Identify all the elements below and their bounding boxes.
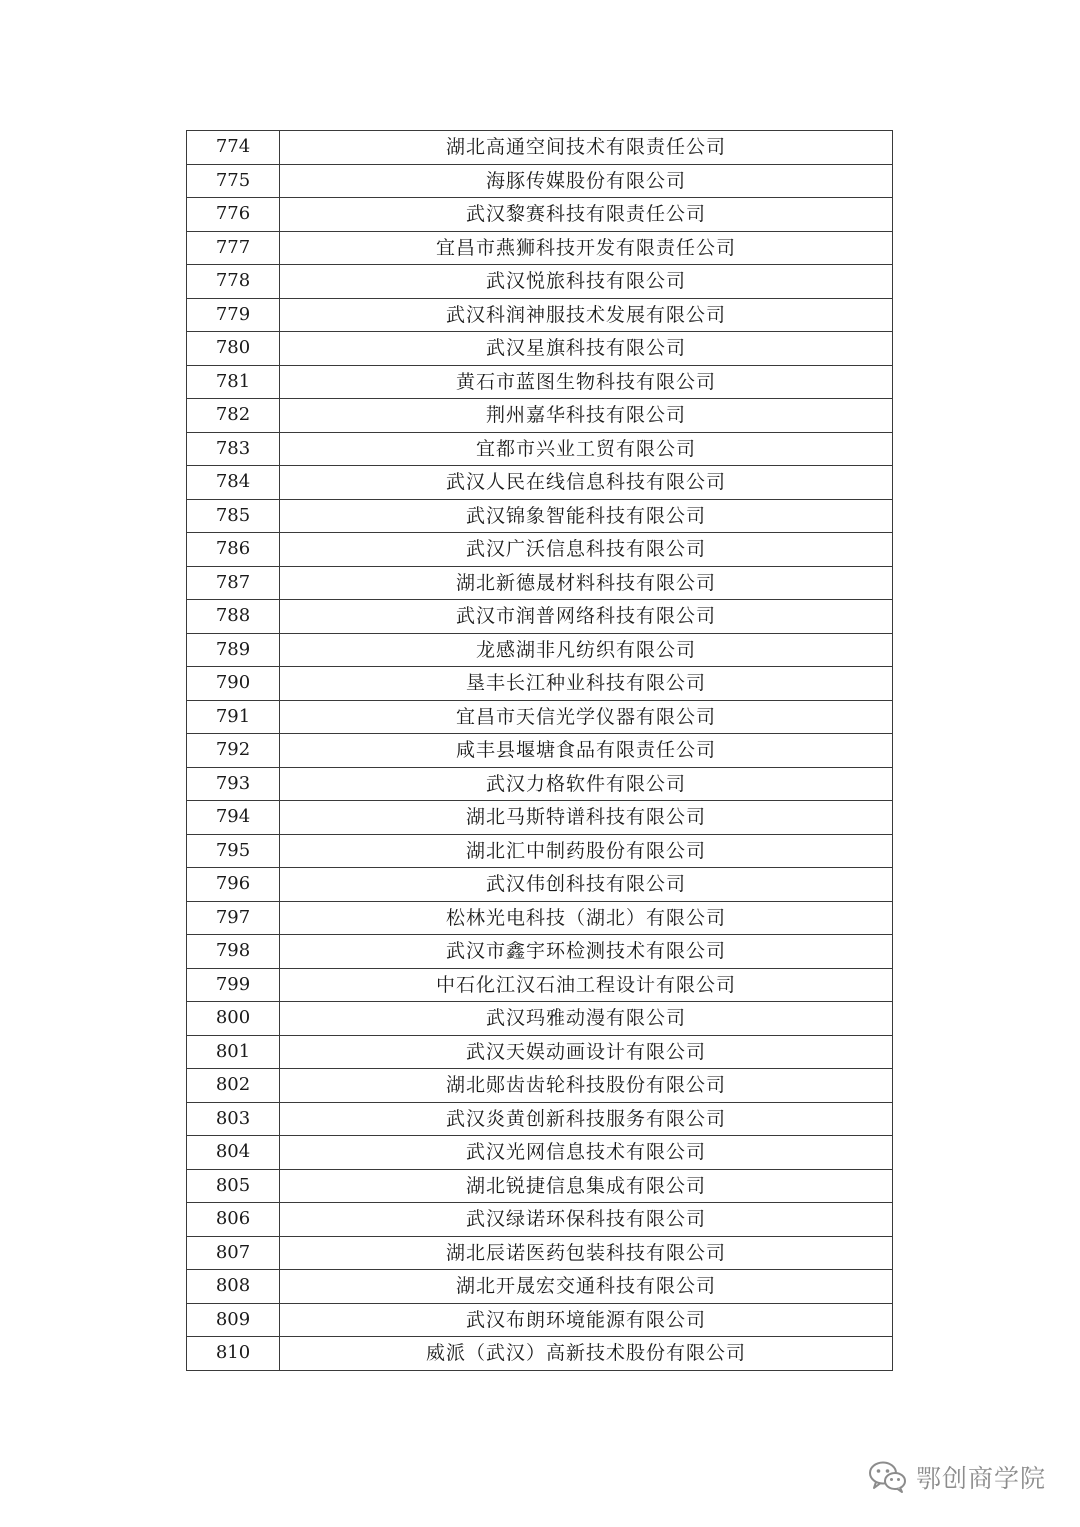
row-number: 790 — [187, 667, 280, 701]
row-number: 795 — [187, 834, 280, 868]
company-name: 湖北开晟宏交通科技有限公司 — [280, 1270, 893, 1304]
table-row — [187, 901, 893, 935]
row-number: 802 — [187, 1069, 280, 1103]
watermark-text: 鄂创商学院 — [916, 1464, 1047, 1493]
row-number: 779 — [187, 298, 280, 332]
company-name: 武汉光网信息技术有限公司 — [280, 1136, 893, 1170]
company-name: 龙感湖非凡纺织有限公司 — [280, 633, 893, 667]
company-name: 武汉人民在线信息科技有限公司 — [280, 466, 893, 500]
table-row — [187, 1035, 893, 1069]
table-row — [187, 700, 893, 734]
table-row — [187, 1337, 893, 1371]
table-row — [187, 734, 893, 768]
company-name: 宜昌市燕狮科技开发有限责任公司 — [280, 231, 893, 265]
table-row — [187, 533, 893, 567]
row-number: 807 — [187, 1236, 280, 1270]
table-row — [187, 1102, 893, 1136]
row-number: 785 — [187, 499, 280, 533]
row-number: 791 — [187, 700, 280, 734]
company-name: 湖北新德晟材料科技有限公司 — [280, 566, 893, 600]
company-name: 威派（武汉）高新技术股份有限公司 — [280, 1337, 893, 1371]
table-row — [187, 935, 893, 969]
company-name: 湖北汇中制药股份有限公司 — [280, 834, 893, 868]
table-row — [187, 566, 893, 600]
table-row — [187, 801, 893, 835]
table-row — [187, 298, 893, 332]
table-row — [187, 767, 893, 801]
company-name: 武汉锦象智能科技有限公司 — [280, 499, 893, 533]
row-number: 786 — [187, 533, 280, 567]
table-row — [187, 332, 893, 366]
table-row — [187, 499, 893, 533]
company-name: 垦丰长江种业科技有限公司 — [280, 667, 893, 701]
row-number: 789 — [187, 633, 280, 667]
row-number: 809 — [187, 1303, 280, 1337]
row-number: 781 — [187, 365, 280, 399]
table-row — [187, 1303, 893, 1337]
table-body — [187, 131, 893, 1371]
row-number: 805 — [187, 1169, 280, 1203]
table-row — [187, 131, 893, 165]
company-name: 湖北高通空间技术有限责任公司 — [280, 131, 893, 165]
row-number: 784 — [187, 466, 280, 500]
row-number: 782 — [187, 399, 280, 433]
company-name: 宜都市兴业工贸有限公司 — [280, 432, 893, 466]
row-number: 778 — [187, 265, 280, 299]
row-number: 800 — [187, 1002, 280, 1036]
row-number: 792 — [187, 734, 280, 768]
row-number: 776 — [187, 198, 280, 232]
company-name: 湖北郧齿齿轮科技股份有限公司 — [280, 1069, 893, 1103]
table-row — [187, 466, 893, 500]
row-number: 780 — [187, 332, 280, 366]
company-name: 武汉科润神服技术发展有限公司 — [280, 298, 893, 332]
table-row — [187, 1136, 893, 1170]
table-row — [187, 164, 893, 198]
row-number: 797 — [187, 901, 280, 935]
wechat-icon — [868, 1460, 908, 1494]
company-name: 武汉力格软件有限公司 — [280, 767, 893, 801]
table-row — [187, 265, 893, 299]
table-row — [187, 432, 893, 466]
row-number: 774 — [187, 131, 280, 165]
company-name: 武汉玛雅动漫有限公司 — [280, 1002, 893, 1036]
company-name: 湖北辰诺医药包装科技有限公司 — [280, 1236, 893, 1270]
row-number: 808 — [187, 1270, 280, 1304]
company-table — [186, 130, 893, 1371]
row-number: 777 — [187, 231, 280, 265]
row-number: 799 — [187, 968, 280, 1002]
row-number: 787 — [187, 566, 280, 600]
company-name: 海豚传媒股份有限公司 — [280, 164, 893, 198]
company-name: 武汉炎黄创新科技服务有限公司 — [280, 1102, 893, 1136]
row-number: 783 — [187, 432, 280, 466]
company-name: 黄石市蓝图生物科技有限公司 — [280, 365, 893, 399]
row-number: 798 — [187, 935, 280, 969]
company-name: 武汉伟创科技有限公司 — [280, 868, 893, 902]
table-row — [187, 633, 893, 667]
company-name: 武汉市润普网络科技有限公司 — [280, 600, 893, 634]
row-number: 788 — [187, 600, 280, 634]
row-number: 796 — [187, 868, 280, 902]
table-row — [187, 1236, 893, 1270]
table-row — [187, 231, 893, 265]
company-name: 武汉天娱动画设计有限公司 — [280, 1035, 893, 1069]
company-name: 武汉市鑫宇环检测技术有限公司 — [280, 935, 893, 969]
company-name: 湖北马斯特谱科技有限公司 — [280, 801, 893, 835]
row-number: 793 — [187, 767, 280, 801]
company-name: 荆州嘉华科技有限公司 — [280, 399, 893, 433]
row-number: 803 — [187, 1102, 280, 1136]
table-row — [187, 834, 893, 868]
table-row — [187, 868, 893, 902]
row-number: 794 — [187, 801, 280, 835]
table-row — [187, 198, 893, 232]
table-row — [187, 667, 893, 701]
company-name: 宜昌市天信光学仪器有限公司 — [280, 700, 893, 734]
company-name: 武汉广沃信息科技有限公司 — [280, 533, 893, 567]
row-number: 801 — [187, 1035, 280, 1069]
table-row — [187, 600, 893, 634]
company-name: 武汉悦旅科技有限公司 — [280, 265, 893, 299]
row-number: 806 — [187, 1203, 280, 1237]
company-name: 湖北锐捷信息集成有限公司 — [280, 1169, 893, 1203]
table-row — [187, 399, 893, 433]
company-name: 中石化江汉石油工程设计有限公司 — [280, 968, 893, 1002]
row-number: 775 — [187, 164, 280, 198]
company-name: 松林光电科技（湖北）有限公司 — [280, 901, 893, 935]
row-number: 804 — [187, 1136, 280, 1170]
company-name: 咸丰县堰塘食品有限责任公司 — [280, 734, 893, 768]
company-name: 武汉星旗科技有限公司 — [280, 332, 893, 366]
company-name: 武汉黎赛科技有限责任公司 — [280, 198, 893, 232]
table-row — [187, 1069, 893, 1103]
table-row — [187, 1169, 893, 1203]
company-name: 武汉绿诺环保科技有限公司 — [280, 1203, 893, 1237]
row-number: 810 — [187, 1337, 280, 1371]
table-row — [187, 365, 893, 399]
watermark — [868, 1457, 1046, 1497]
table-row — [187, 1002, 893, 1036]
table-row — [187, 1270, 893, 1304]
table-row — [187, 1203, 893, 1237]
table-row — [187, 968, 893, 1002]
company-name: 武汉布朗环境能源有限公司 — [280, 1303, 893, 1337]
